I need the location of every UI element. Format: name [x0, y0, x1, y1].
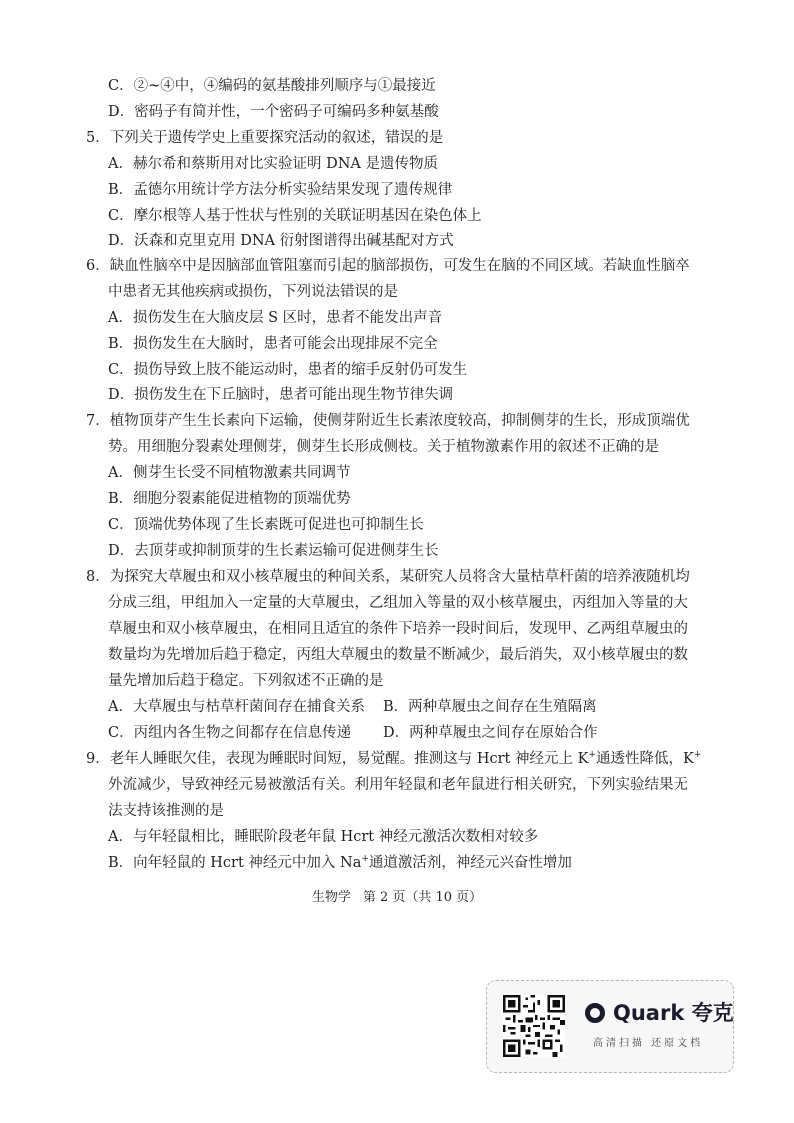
q8-stem-line4: 数量均为先增加后趋于稳定，丙组大草履虫的数量不断减少，最后消失，双小核草履虫的数: [108, 647, 688, 663]
q9-option-b-superscript: +: [361, 854, 369, 865]
q5-stem: 5．下列关于遗传学史上重要探究活动的叙述，错误的是: [86, 130, 444, 146]
q9-superscript-1: +: [588, 750, 596, 761]
q5-option-b: B．孟德尔用统计学方法分析实验结果发现了遗传规律: [108, 182, 453, 198]
q7-option-a: A．侧芽生长受不同植物激素共同调节: [108, 465, 351, 481]
q7-option-d: D．去顶芽或抑制顶芽的生长素运输可促进侧芽生长: [108, 543, 439, 559]
q9-option-b: [108, 853, 572, 873]
q6-stem-line2: 中患者无其他疾病或损伤，下列说法错误的是: [108, 284, 398, 300]
q9-stem-text-a: 9．老年人睡眠欠佳，表现为睡眠时间短，易觉醒。推测这与 Hcrt 神经元上 K: [86, 751, 589, 767]
q7-option-c: C．顶端优势体现了生长素既可促进也可抑制生长: [108, 517, 424, 533]
q6-option-a: A．损伤发生在大脑皮层 S 区时，患者不能发出声音: [108, 310, 443, 326]
q5-option-a: A．赫尔希和蔡斯用对比实验证明 DNA 是遗传物质: [108, 156, 438, 172]
q5-option-c: C．摩尔根等人基于性状与性别的关联证明基因在染色体上: [108, 208, 482, 224]
q6-option-b: B．损伤发生在大脑时，患者可能会出现排尿不完全: [108, 336, 438, 352]
q4-option-d: D．密码子有简并性，一个密码子可编码多种氨基酸: [108, 104, 439, 120]
q8-option-c: C．丙组内各生物之间都存在信息传递: [108, 725, 352, 741]
q8-stem-line2: 分成三组，甲组加入一定量的大草履虫，乙组加入等量的双小核草履虫，丙组加入等量的大: [108, 595, 688, 611]
q4-option-c: C．②~④中，④编码的氨基酸排列顺序与①最接近: [108, 78, 436, 94]
quark-logo-icon: [585, 1003, 605, 1023]
badge-brand: Quark 夸克: [613, 1001, 734, 1025]
q8-stem-line5: 量先增加后趋于稳定。下列叙述不正确的是: [108, 673, 384, 689]
q5-option-d: D．沃森和克里克用 DNA 衍射图谱得出碱基配对方式: [108, 233, 454, 249]
q8-stem-line3: 草履虫和双小核草履虫，在相同且适宜的条件下培养一段时间后，发现甲、乙两组草履虫的: [108, 621, 688, 637]
q8-option-a: A．大草履虫与枯草杆菌间存在捕食关系: [108, 699, 365, 715]
q8-option-d: D．两种草履虫之间存在原始合作: [383, 725, 598, 741]
q7-stem-line2: 势。用细胞分裂素处理侧芽，侧芽生长形成侧枝。关于植物激素作用的叙述不正确的是: [108, 439, 659, 455]
footer-subject: 生物学: [311, 890, 351, 905]
q9-stem-line2: 外流减少，导致神经元易被激活有关。利用年轻鼠和老年鼠进行相关研究，下列实验结果无: [108, 777, 688, 793]
q6-option-d: D．损伤发生在下丘脑时，患者可能出现生物节律失调: [108, 387, 454, 403]
q6-stem-line1: 6．缺血性脑卒中是因脑部血管阻塞而引起的脑部损伤，可发生在脑的不同区域。若缺血性脑卒: [86, 258, 690, 274]
footer-page-number: 第 2 页（共 10 页）: [362, 890, 483, 905]
q9-superscript-2: +: [693, 750, 702, 761]
badge-tagline: 高清扫描 还原文档: [593, 1038, 704, 1049]
q9-stem-line3: 法支持该推测的是: [108, 803, 224, 819]
q9-option-b-text-b: 通道激活剂，神经元兴奋性增加: [368, 855, 572, 871]
q9-stem-line1: [86, 749, 701, 769]
q9-option-b-text-a: B．向年轻鼠的 Hcrt 神经元中加入 Na: [108, 855, 362, 871]
q8-stem-line1: 8．为探究大草履虫和双小核草履虫的种间关系，某研究人员将含大量枯草杆菌的培养液随机均: [86, 569, 690, 585]
q6-option-c: C．损伤导致上肢不能运动时，患者的缩手反射仍可发生: [108, 362, 468, 378]
q9-stem-text-b: 通透性降低，K: [595, 751, 694, 767]
qr-code-icon: [503, 995, 565, 1057]
q7-stem-line1: 7．植物顶芽产生生长素向下运输，使侧芽附近生长素浓度较高，抑制侧芽的生长，形成顶端优: [86, 413, 690, 429]
quark-scan-badge[interactable]: [486, 980, 734, 1073]
q8-option-b: B．两种草履虫之间存在生殖隔离: [383, 699, 597, 715]
q7-option-b: B．细胞分裂素能促进植物的顶端优势: [108, 491, 351, 507]
page-footer: [0, 888, 794, 908]
q9-option-a: A．与年轻鼠相比，睡眠阶段老年鼠 Hcrt 神经元激活次数相对较多: [108, 829, 539, 845]
